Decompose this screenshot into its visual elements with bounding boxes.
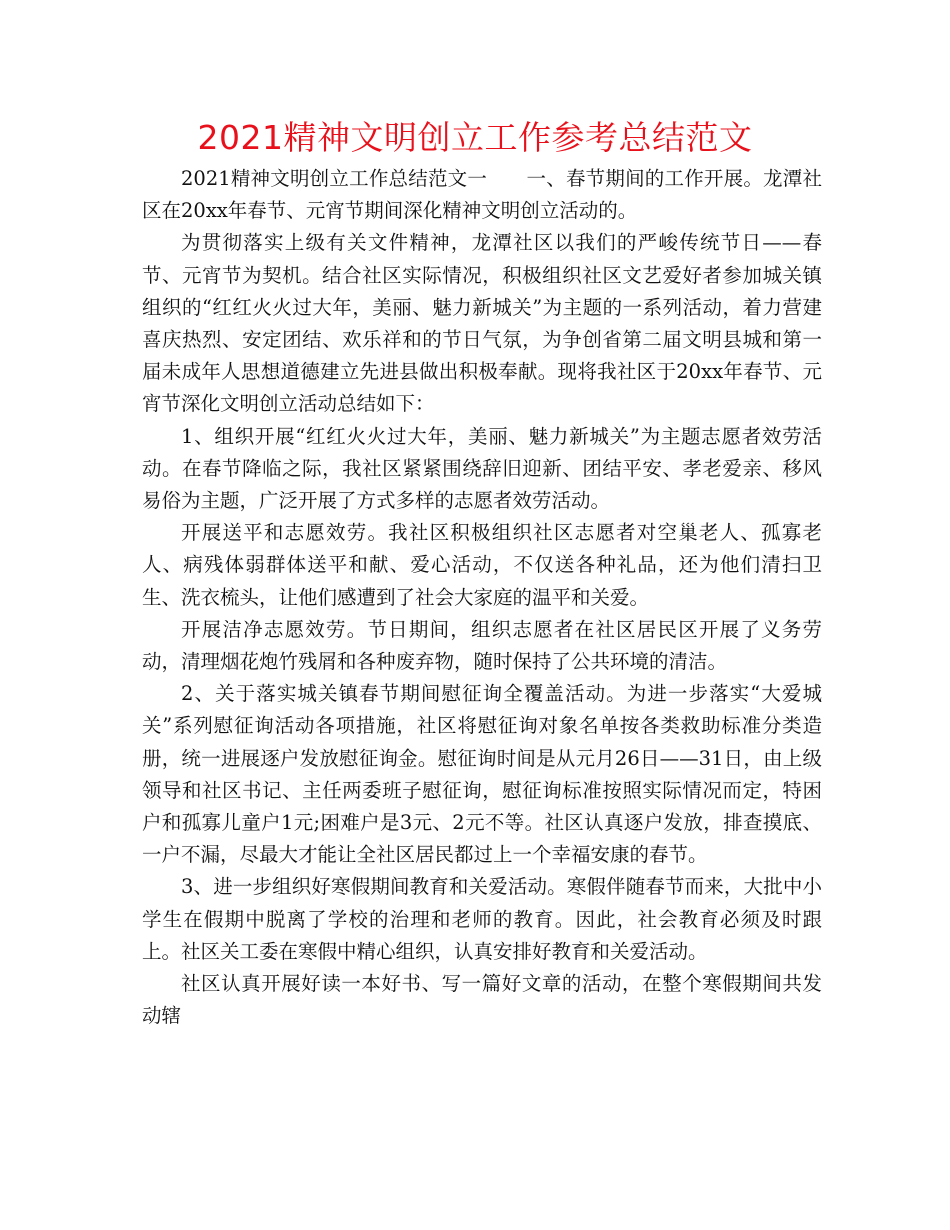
paragraph: 为贯彻落实上级有关文件精神，龙潭社区以我们的严峻传统节日——春节、元宵节为契机。结合社区实际情况，积极组织社区文艺爱好者参加城关镇组织的“红红火火过大年，美丽、魅力新城关”为主题的一系列活动，着力营建喜庆热烈、安定团结、欢乐祥和的节日气氛，为争创省第二届文明县城和第一届未成年人思想道德建立先进县做出积极奉献。现将我社区于20xx年春节、元宵节深化文明创立活动总结如下： bbox=[142, 231, 822, 416]
paragraph: 1、组织开展“红红火火过大年，美丽、魅力新城关”为主题志愿者效劳活动。在春节降临之际，我社区紧紧围绕辞旧迎新、团结平安、孝老爱亲、移风易俗为主题，广泛开展了方式多样的志愿者效劳活动。 bbox=[142, 424, 822, 513]
paragraph: 开展送平和志愿效劳。我社区积极组织社区志愿者对空巢老人、孤寡老人、病残体弱群体送平和献、爱心活动，不仅送各种礼品，还为他们清扫卫生、洗衣梳头，让他们感遭到了社会大家庭的温平和关爱。 bbox=[142, 521, 822, 609]
paragraph: 3、进一步组织好寒假期间教育和关爱活动。寒假伴随春节而来，大批中小学生在假期中脱离了学校的治理和老师的教育。因此，社会教育必须及时跟上。社区关工委在寒假中精心组织，认真安排好教育和关爱活动。 bbox=[142, 875, 822, 963]
paragraph: 2021精神文明创立工作总结范文一 一、春节期间的工作开展。龙潭社区在20xx年春节、元宵节期间深化精神文明创立活动的。 bbox=[142, 167, 822, 223]
document-body bbox=[142, 163, 822, 1032]
paragraph: 开展洁净志愿效劳。节日期间，组织志愿者在社区居民区开展了义务劳动，清理烟花炮竹残屑和各种废弃物，随时保持了公共环境的清洁。 bbox=[142, 617, 822, 674]
paragraph: 2、关于落实城关镇春节期间慰征询全覆盖活动。为进一步落实“大爱城关”系列慰征询活动各项措施，社区将慰征询对象名单按各类救助标准分类造册，统一进展逐户发放慰征询金。慰征询时间是从元月26日——31日，由上级领导和社区书记、主任两委班子慰征询，慰征询标准按照实际情况而定，特困户和孤寡儿童户1元;困难户是3元、2元不等。社区认真逐户发放，排查摸底、一户不漏，尽最大才能让全社区居民都过上一个幸福安康的春节。 bbox=[142, 682, 822, 867]
paragraph: 社区认真开展好读一本好书、写一篇好文章的活动，在整个寒假期间共发动辖 bbox=[142, 972, 822, 1028]
document-title: 2021精神文明创立工作参考总结范文 bbox=[197, 118, 753, 157]
